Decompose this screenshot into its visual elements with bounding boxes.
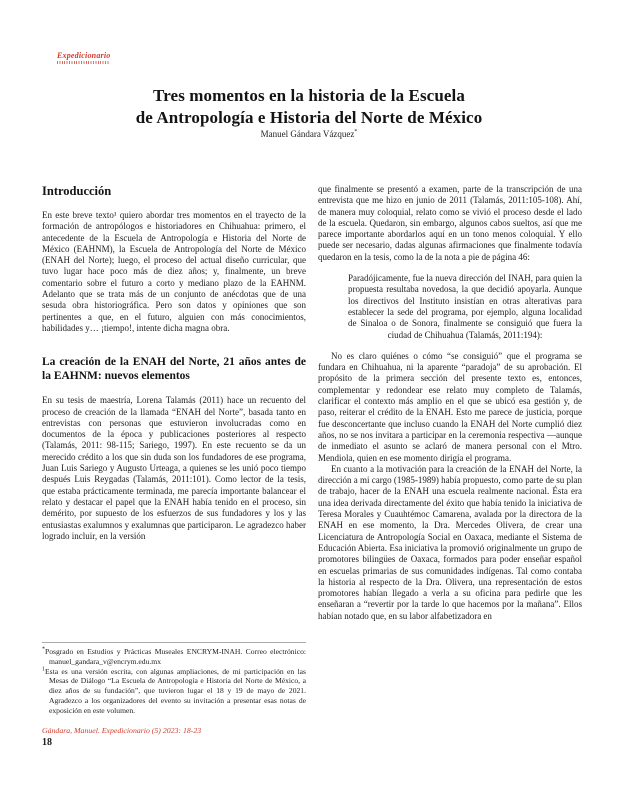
- body-paragraph: En su tesis de maestría, Lorena Talamás (2011) hace un recuento del proceso de creación de la llamada “ENAH del Norte”, basada tanto en entrevistas con personas que estuvieron involucradas como en documentos de la época y publicaciones posteriores al respecto (Talamás, 2011: 98-115; Sariego, 1997). En este recuento se da un merecido crédito a los que sin duda son los fundadores de ese programa, Juan Luis Sariego y Augusto Urteaga, a quienes se les unió poco tiempo después Luis Reygadas (Talamás, 2011:101). Como lector de la tesis, que estaba prácticamente terminada, me parecía importante balancear el relato y destacar el papel que la ENAH había tenido en el proceso, sin demérito, por supuesto de los esfuerzos de sus fundadores y los y las entusiastas exalumnos y exalumnas que participaron. Le agradezco haber logrado incluir, en la versión: [42, 395, 306, 541]
- blockquote-talamas-nota-46: Paradójicamente, fue la nueva dirección del INAH, para quien la propuesta resultaba novedosa, la que decidió apoyarla. Aunque los directivos del Instituto insistían en otras alterativas para establecer la sede del programa, por ejemplo, alguna localidad de Sinaloa o de Sonora, finalmente se consiguió que fuera la ciudad de Chihuahua (Talamás, 2011:194):: [348, 273, 582, 340]
- journal-logo: [57, 51, 110, 64]
- running-footer-citation: Gándara, Manuel. Expedicionario (5) 2023: 18-23: [42, 726, 202, 735]
- footnote-marker: *: [42, 646, 45, 653]
- body-paragraph: En este breve texto¹ quiero abordar tres momentos en el trayecto de la formación de antropólogos e historiadores en Chihuahua: primero, el antecedente de la Escuela de Antropología e Historia del Norte de México (EAHNM), la Escuela de Antropología del Norte de México (ENAH del Norte); luego, el proceso del actual diseño curricular, que tuvo lugar hace poco más de diez años; y, finalmente, un breve comentario sobre el futuro a corto y mediano plazo de la EAHNM. Adelanto que se trata más de un conjunto de anécdotas que de una sesuda obra historiográfica. Pero son datos y opiniones que son pertinentes a que, en el futuro, alguien con más conocimientos, habilidades y… ¡tiempo!, intente dicha magna obra.: [42, 210, 306, 333]
- body-paragraph: No es claro quiénes o cómo “se consiguió” que el programa se fundara en Chihuahua, ni la aparente “paradoja” de su aprobación. El propósito de la primera sección del presente texto es, entonces, complementar y redondear ese relato muy completo de Talamás, clarificar el contexto más amplio en el que se ubicó esa gestión y, de paso, reiterar el crédito de la ENAH. Esto me parece de justicia, porque fue desconcertante que incluso cuando la ENAH del Norte cumplió diez años, no se nos invitara a participar en la ceremonia respectiva —aunque de inmediato el asunto se aclaró de manera personal con el Mtro. Mendiola, quien en ese momento dirigía el programa.: [318, 350, 582, 463]
- section-heading-introduccion: Introducción: [42, 184, 112, 198]
- author-line: [0, 129, 618, 139]
- author-note-marker: *: [354, 129, 358, 135]
- journal-logo-name: Expedicionario: [57, 51, 111, 60]
- article-title-line1: Tres momentos en la historia de la Escuela: [153, 86, 465, 105]
- body-paragraph: que finalmente se presentó a examen, parte de la transcripción de una entrevista que me hizo en junio de 2011 (Talamás, 2011:105-108). Ahí, de manera muy coloquial, relato como se vivió el proceso desde el lado de la escuela. Quedaron, sin embargo, algunos cabos sueltos, así que me parece importante abordarlos aquí en un tono menos coloquial. Y ello puede ser necesario, dadas algunas afirmaciones que finalmente todavía quedaron en la tesis, como la de la nota a pie de página 46:: [318, 184, 582, 262]
- page-number: 18: [42, 737, 52, 748]
- article-title-line2: de Antropología e Historia del Norte de México: [135, 108, 483, 127]
- author-name: Manuel Gándara Vázquez: [260, 129, 355, 139]
- footnote-1: [42, 667, 306, 716]
- left-column: [42, 184, 306, 732]
- footnote-text: Posgrado en Estudios y Prácticas Museales ENCRYM-INAH. Correo electrónico: manuel_gandara_v@encrym.edu.mx: [45, 647, 306, 666]
- journal-logo-tagline: [57, 61, 109, 64]
- footnote-text: Esta es una versión escrita, con algunas ampliaciones, de mi participación en las Mesas de Diálogo “La Escuela de Antropología e Historia del Norte de México, a diez años de su fundación”, que tuvieron lugar el 18 y 19 de mayo de 2021. Agradezco a los organizadores del evento su invitación a presentar esas notas de exposición en este volumen.: [45, 666, 306, 715]
- footnote-marker: 1: [42, 666, 45, 673]
- footnote-affiliation: [42, 647, 306, 667]
- article-title: [0, 85, 618, 129]
- article-body: [42, 184, 582, 732]
- footnotes-block: [42, 642, 306, 716]
- right-column: [318, 184, 582, 732]
- section-heading-creacion-enah: La creación de la ENAH del Norte, 21 años antes de la EAHNM: nuevos elementos: [42, 356, 306, 382]
- body-paragraph: En cuanto a la motivación para la creación de la ENAH del Norte, la dirección a mi cargo (1985-1989) había propuesto, como parte de su plan de trabajo, hacer de la ENAH una escuela realmente nacional. Ésta era una idea derivada directamente del éxito que había tenido la iniciativa de Teresa Morales y Cuauhtémoc Camarena, avalada por la directora de la ENAH en ese momento, la Dra. Mercedes Olivera, de crear una Licenciatura de Antropología Social en Oaxaca, mediante el Sistema de Educación Abierta. Esa iniciativa la promovió originalmente un grupo de promotores bilingües de Oaxaca, formados para poder enseñar español en escuelas primarias de sus comunidades indígenas. Tal como contaba la historia al respecto de la Dra. Olivera, una representación de estos promotores habían llegado a verla a su oficina para pedirle que les enseñaran a “revertir por la tarde lo que hacemos por la mañana”. Ellos habían notado que, en su labor alfabetizadora en: [318, 463, 582, 621]
